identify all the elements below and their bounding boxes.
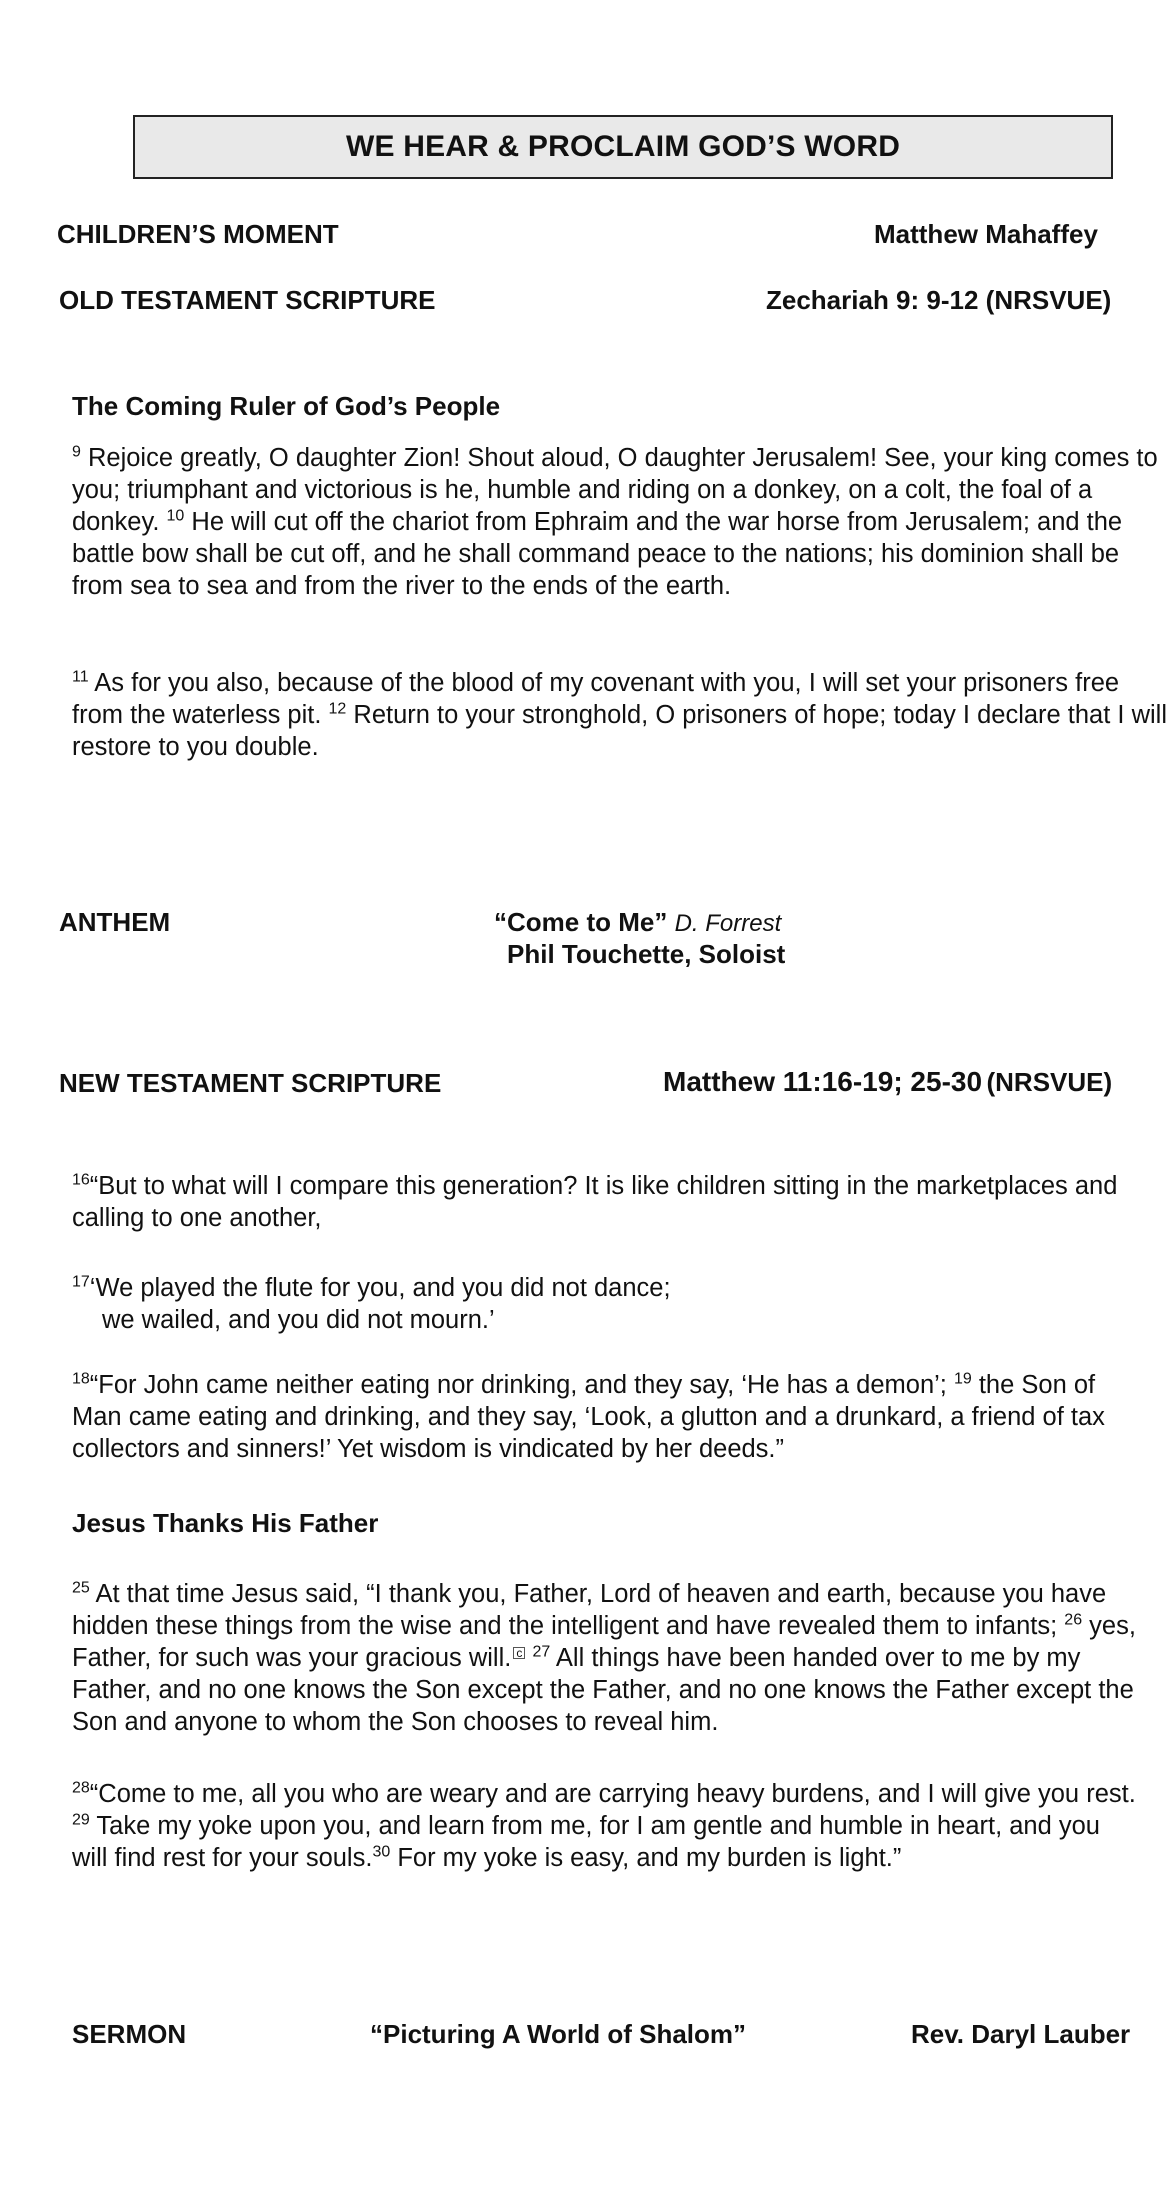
- verse-text: He will cut off the chariot from Ephraim and the war horse from Jerusalem; and the battle bow shall be cut off, and he shall command peace to the nations; his dominion shall be from sea to sea and from the river to the ends of the earth.: [72, 508, 1123, 600]
- new-testament-paragraph-18: [72, 1369, 1140, 1465]
- verse-text: For my yoke is easy, and my burden is light.”: [390, 1844, 902, 1872]
- verse-number: 18: [72, 1370, 90, 1388]
- sermon-preacher: Rev. Daryl Lauber: [911, 2019, 1131, 2049]
- verse-text: we wailed, and you did not mourn.’: [102, 1306, 495, 1334]
- new-testament-paragraph-17: [72, 1272, 1132, 1336]
- verse-text: “For John came neither eating nor drinking, and they say, ‘He has a demon’;: [89, 1371, 954, 1399]
- verse-text: yes, Father, for such was your gracious will.: [72, 1612, 1136, 1672]
- verse-number: 19: [953, 1370, 972, 1388]
- old-testament-paragraph-2: [72, 667, 1167, 763]
- verse-number: 25: [72, 1579, 90, 1597]
- verse-text: Take my yoke upon you, and learn from me, for I am gentle and humble in heart, and you will find rest for your souls.: [72, 1812, 1100, 1872]
- verse-text: “Come to me, all you who are weary and are carrying heavy burdens, and I will give you rest.: [89, 1780, 1136, 1808]
- new-testament-paragraph-16: [72, 1170, 1132, 1234]
- new-testament-heading: Jesus Thanks His Father: [72, 1508, 379, 1538]
- new-testament-label: NEW TESTAMENT SCRIPTURE: [59, 1068, 442, 1098]
- verse-number: 30: [372, 1843, 391, 1861]
- verse-number: 16: [72, 1171, 90, 1189]
- sermon-title: “Picturing A World of Shalom”: [370, 2019, 747, 2049]
- new-testament-reference: [663, 1066, 1112, 1098]
- old-testament-label: OLD TESTAMENT SCRIPTURE: [59, 285, 436, 315]
- anthem-soloist: Phil Touchette, Soloist: [507, 939, 786, 969]
- new-testament-paragraph-28: [72, 1778, 1140, 1874]
- verse-number: 27: [532, 1643, 551, 1661]
- footnote-marker[interactable]: c: [513, 1647, 525, 1659]
- verse-number: 28: [72, 1779, 90, 1797]
- childrens-moment-leader: Matthew Mahaffey: [874, 219, 1098, 249]
- section-title: WE HEAR & PROCLAIM GOD’S WORD: [345, 130, 901, 163]
- childrens-moment-label: CHILDREN’S MOMENT: [57, 219, 339, 249]
- anthem-title-line: [494, 907, 781, 938]
- verse-number: 12: [328, 700, 347, 718]
- anthem-label: ANTHEM: [59, 907, 171, 937]
- anthem-title: “Come to Me”: [494, 907, 668, 937]
- verse-number: 9: [72, 443, 81, 461]
- old-testament-paragraph-1: [72, 442, 1162, 602]
- old-testament-reference: Zechariah 9: 9-12 (NRSVUE): [766, 285, 1112, 315]
- verse-number: 17: [72, 1273, 90, 1291]
- old-testament-heading: The Coming Ruler of God’s People: [72, 391, 501, 421]
- new-testament-paragraph-25: [72, 1578, 1140, 1738]
- verse-text: As for you also, because of the blood of my covenant with you, I will set your prisoners free from the waterless pit.: [72, 669, 1120, 729]
- verse-text: Rejoice greatly, O daughter Zion! Shout aloud, O daughter Jerusalem! See, your king comes to you; triumphant and victorious is he, humble and riding on a donkey, on a colt, the foal of a donkey.: [72, 444, 1158, 536]
- verse-text: Return to your stronghold, O prisoners of hope; today I declare that I will restore to you double.: [72, 701, 1167, 761]
- verse-number: 26: [1064, 1611, 1083, 1629]
- verse-text: At that time Jesus said, “I thank you, Father, Lord of heaven and earth, because you have hidden these things from the wise and the intelligent and have revealed them to infants;: [72, 1580, 1107, 1640]
- verse-number: 11: [72, 668, 89, 686]
- sermon-label: SERMON: [72, 2019, 187, 2049]
- new-testament-reference-main: Matthew 11:16-19; 25-30: [663, 1066, 983, 1097]
- verse-text: the Son of Man came eating and drinking, and they say, ‘Look, a glutton and a drunkard, a friend of tax collectors and sinners!’ Yet wisdom is vindicated by her deeds.”: [72, 1371, 1105, 1463]
- anthem-composer: D. Forrest: [674, 910, 782, 937]
- verse-number: 29: [72, 1811, 90, 1829]
- verse-text: All things have been handed over to me by my Father, and no one knows the Son except the Father, and no one knows the Father except the Son and anyone to whom the Son chooses to reveal him.: [72, 1644, 1134, 1736]
- verse-text: ‘We played the flute for you, and you did not dance;: [89, 1274, 671, 1302]
- verse-text: “But to what will I compare this generation? It is like children sitting in the marketplaces and calling to one another,: [72, 1172, 1118, 1232]
- section-header: [133, 115, 1113, 179]
- verse-number: 10: [166, 507, 185, 525]
- new-testament-reference-version: (NRSVUE): [986, 1067, 1113, 1097]
